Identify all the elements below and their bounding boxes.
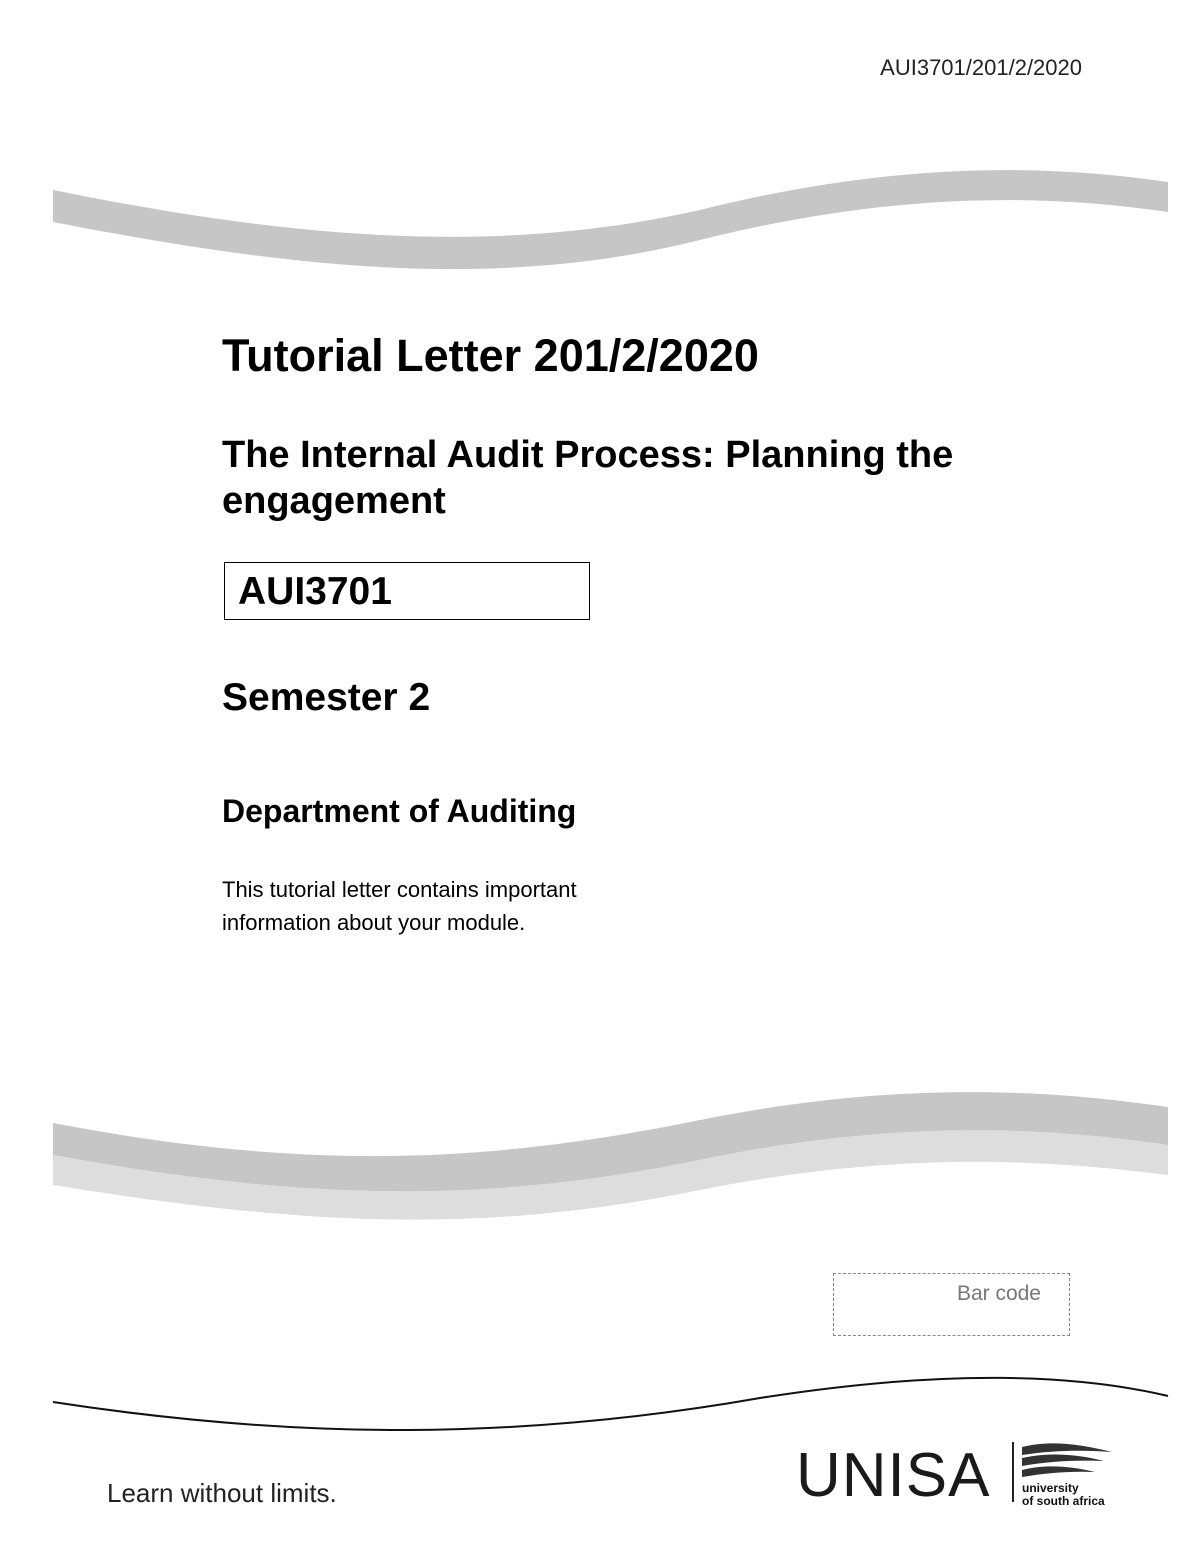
unisa-logo-subtext [1022, 1482, 1105, 1508]
footer-line [53, 1378, 1168, 1430]
department-label: Department of Auditing [222, 793, 577, 829]
logo-divider [1012, 1442, 1014, 1502]
unisa-emblem-icon [1022, 1443, 1112, 1477]
module-code-box: AUI3701 [224, 562, 590, 620]
semester-label: Semester 2 [222, 676, 431, 719]
document-reference: AUI3701/201/2/2020 [880, 55, 1082, 80]
tagline: Learn without limits. [107, 1478, 337, 1508]
page-title: Tutorial Letter 201/2/2020 [222, 330, 759, 381]
barcode-placeholder: Bar code [833, 1273, 1070, 1336]
logo-sub-line1: university [1022, 1481, 1079, 1495]
unisa-logo-wordmark: UNISA [796, 1441, 991, 1510]
logo-sub-line2: of south africa [1022, 1494, 1105, 1508]
top-wave [53, 170, 1168, 269]
page-subtitle: The Internal Audit Process: Planning the engagement [222, 434, 954, 522]
intro-text: This tutorial letter contains important information about your module. [222, 877, 577, 935]
